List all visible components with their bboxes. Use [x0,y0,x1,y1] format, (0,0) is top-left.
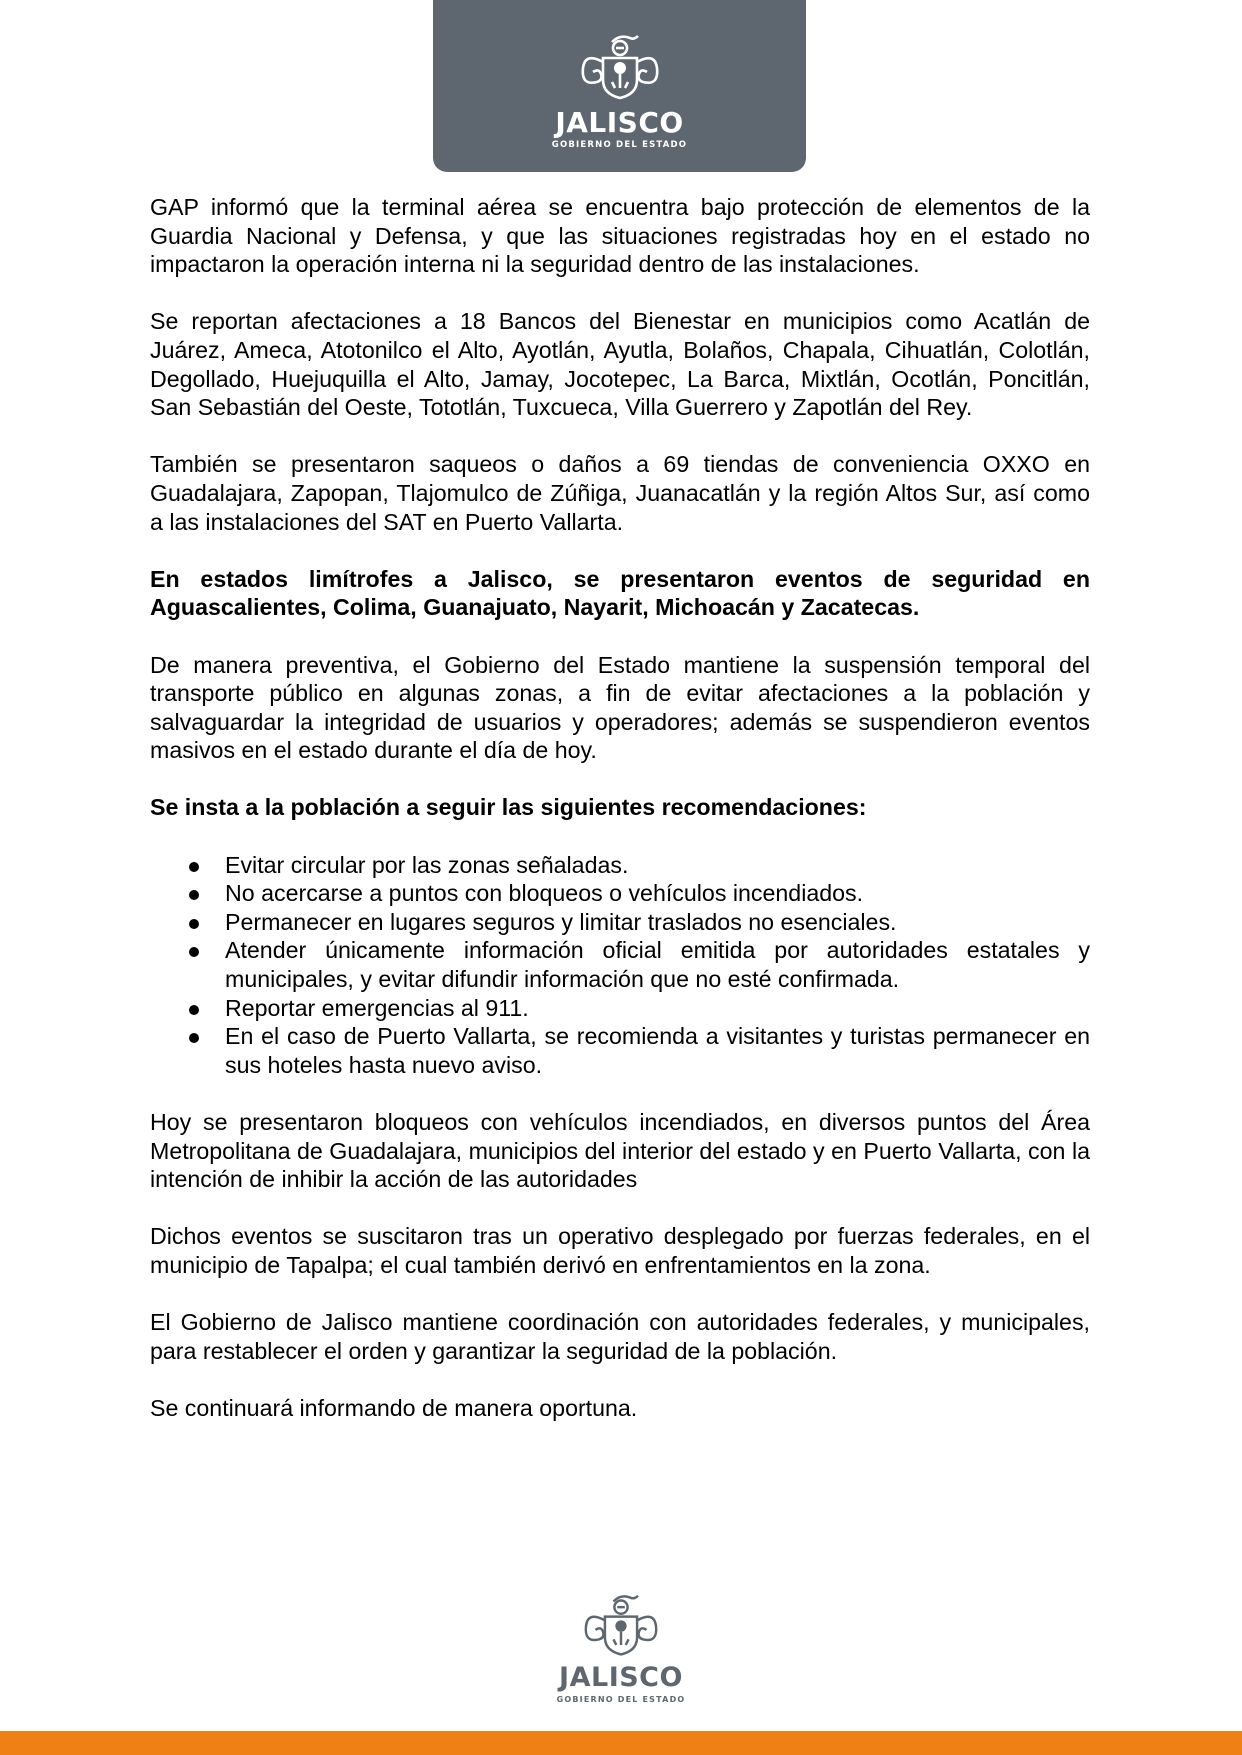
logo-title: JALISCO [559,1662,683,1693]
paragraph-airport: GAP informó que la terminal aérea se encuentra bajo protección de elementos de la Guardia Nacional y Defensa, y que las situaciones registradas hoy en el estado no impactaron la operación interna ni la seguridad dentro de las instalaciones. [150,194,1090,278]
list-item: Permanecer en lugares seguros y limitar traslados no esenciales. [150,908,1090,937]
list-item: Atender únicamente información oficial emitida por autoridades estatales y municipales, y evitar difundir información que no esté confirmada. [150,936,1090,993]
bullet-icon [189,919,199,929]
list-item: En el caso de Puerto Vallarta, se recomienda a visitantes y turistas permanecer en sus hoteles hasta nuevo aviso. [150,1022,1090,1079]
recommendations-heading: Se insta a la población a seguir las siguientes recomendaciones: [150,794,867,821]
logo-subtitle: GOBIERNO DEL ESTADO [551,140,688,150]
paragraph-stores: También se presentaron saqueos o daños a 69 tiendas de conveniencia OXXO en Guadalajara, Zapopan, Tlajomulco de Zúñiga, Juanacatlán y la región Altos Sur, así como a las instalaciones del SAT en Puerto Vallarta. [150,451,1090,535]
paragraph-coordination: El Gobierno de Jalisco mantiene coordinación con autoridades federales, y municipales, para restablecer el orden y garantizar la seguridad de la población. [150,1309,1090,1364]
recommendations-list [150,851,1090,1080]
jalisco-crest-icon [579,32,661,106]
footer-orange-bar [0,1731,1242,1755]
list-item: Reportar emergencias al 911. [150,994,1090,1023]
bullet-icon [189,947,199,957]
bullet-icon [189,1005,199,1015]
list-item: Evitar circular por las zonas señaladas. [150,851,1090,880]
logo-subtitle: GOBIERNO DEL ESTADO [556,1695,686,1704]
bullet-icon [189,1033,199,1043]
list-item: No acercarse a puntos con bloqueos o vehículos incendiados. [150,879,1090,908]
logo-title: JALISCO [555,106,684,139]
paragraph-blockades: Hoy se presentaron bloqueos con vehículos incendiados, en diversos puntos del Área Metropolitana de Guadalajara, municipios del interior del estado y en Puerto Vallarta, con la intención de inhibir la acción de las autoridades [150,1109,1090,1193]
paragraph-neighbor-states: En estados limítrofes a Jalisco, se presentaron eventos de seguridad en Aguascalientes, Colima, Guanajuato, Nayarit, Michoacán y Zacatecas. [150,565,1090,621]
bullet-icon [189,890,199,900]
bullet-icon [189,862,199,872]
paragraph-transport: De manera preventiva, el Gobierno del Estado mantiene la suspensión temporal del transporte público en algunas zonas, a fin de evitar afectaciones a la población y salvaguardar la integridad de usuarios y operadores; además se suspendieron eventos masivos en el estado durante el día de hoy. [150,651,1090,764]
paragraph-banks: Se reportan afectaciones a 18 Bancos del Bienestar en municipios como Acatlán de Juárez, Ameca, Atotonilco el Alto, Ayotlán, Ayutla, Bolaños, Chapala, Cihuatlán, Colotlán, Degollado, Huejuquilla el Alto, Jamay, Jocotepec, La Barca, Mixtlán, Ocotlán, Poncitlán, San Sebastián del Oeste, Tototlán, Tuxcueca, Villa Guerrero y Zapotlán del Rey. [150,308,1090,421]
document-body [150,193,1090,1451]
jalisco-crest-icon [581,1592,661,1662]
header-logo-panel [433,0,806,172]
paragraph-operation: Dichos eventos se suscitaron tras un operativo desplegado por fuerzas federales, en el municipio de Tapalpa; el cual también derivó en enfrentamientos en la zona. [150,1223,1090,1278]
paragraph-closing: Se continuará informando de manera oportuna. [150,1394,638,1421]
footer-logo [533,1590,709,1710]
